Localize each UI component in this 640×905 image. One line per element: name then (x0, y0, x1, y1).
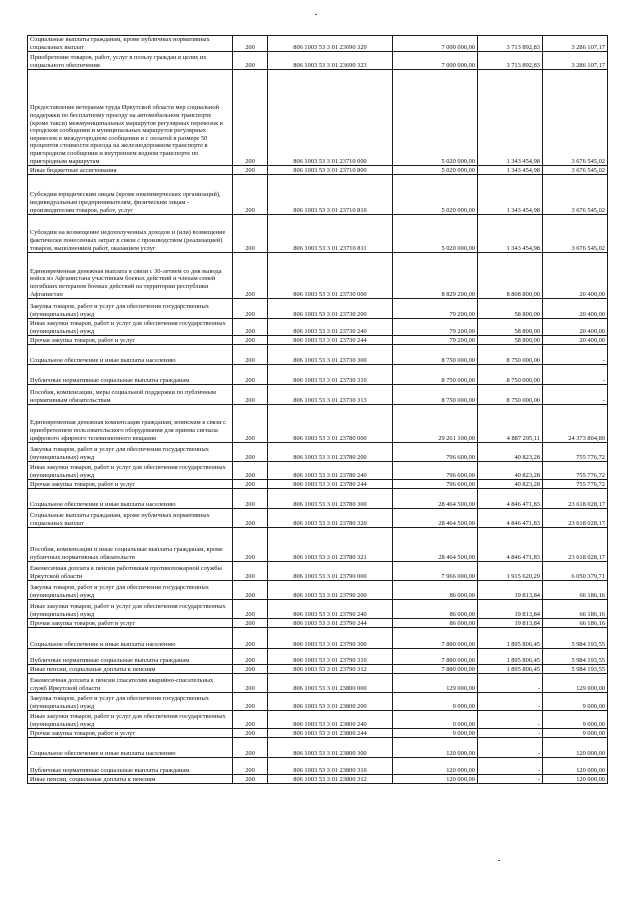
table-row (28, 619, 608, 628)
row-description: Закупка товаров, работ и услуг для обеспечения государственных (муниципальных) нужд (28, 693, 233, 711)
row-description: Ежемесячная доплата к пенсии работникам противопожарной службы Иркутской области (28, 562, 233, 581)
row-budget-code: 806 1003 53 3 01 23790 000 (268, 562, 393, 581)
row-remaining-amount: 66 186,16 (543, 581, 608, 600)
table-row (28, 253, 608, 299)
row-approved-amount: 7 880 000,00 (393, 628, 478, 649)
budget-execution-table (27, 35, 608, 784)
row-line-code: 200 (233, 581, 268, 600)
row-remaining-amount: 23 618 028,17 (543, 528, 608, 562)
row-line-code: 200 (233, 711, 268, 729)
row-budget-code: 806 1003 53 3 01 23800 244 (268, 729, 393, 738)
row-approved-amount: 28 464 500,00 (393, 528, 478, 562)
row-approved-amount: 7 000 000,00 (393, 36, 478, 52)
row-approved-amount: 9 000,00 (393, 729, 478, 738)
table-row (28, 581, 608, 600)
row-description: Закупка товаров, работ и услуг для обеспечения государственных (муниципальных) нужд (28, 299, 233, 319)
row-line-code: 200 (233, 619, 268, 628)
row-description: Приобретение товаров, работ, услуг в пользу граждан в целях их социального обеспечения (28, 52, 233, 70)
row-line-code: 200 (233, 600, 268, 619)
row-executed-amount: 40 823,28 (478, 462, 543, 480)
table-row (28, 166, 608, 175)
row-description: Иные закупки товаров, работ и услуг для обеспечения государственных (муниципальных) нужд (28, 319, 233, 336)
table-row (28, 674, 608, 693)
table-row (28, 365, 608, 385)
row-approved-amount: 8 750 000,00 (393, 345, 478, 365)
row-budget-code: 806 1003 53 3 01 23800 310 (268, 758, 393, 775)
table-row (28, 175, 608, 215)
row-remaining-amount: 5 984 193,55 (543, 649, 608, 665)
row-remaining-amount: 23 618 028,17 (543, 489, 608, 509)
row-executed-amount: - (478, 758, 543, 775)
row-remaining-amount: 20 400,00 (543, 319, 608, 336)
row-line-code: 200 (233, 336, 268, 345)
row-executed-amount: 8 750 000,00 (478, 385, 543, 405)
row-line-code: 200 (233, 489, 268, 509)
row-budget-code: 806 1003 53 3 01 23780 240 (268, 462, 393, 480)
row-executed-amount: - (478, 693, 543, 711)
row-line-code: 200 (233, 462, 268, 480)
row-remaining-amount: 120 000,00 (543, 758, 608, 775)
row-line-code: 200 (233, 175, 268, 215)
row-remaining-amount: 3 286 107,17 (543, 36, 608, 52)
row-description: Социальные выплаты гражданам, кроме публичных нормативных социальных выплат (28, 36, 233, 52)
row-executed-amount: 1 915 620,29 (478, 562, 543, 581)
row-line-code: 200 (233, 758, 268, 775)
row-executed-amount: 40 823,28 (478, 443, 543, 462)
table-row (28, 729, 608, 738)
row-executed-amount: 4 846 471,83 (478, 528, 543, 562)
row-line-code: 200 (233, 405, 268, 443)
row-budget-code: 806 1003 53 3 01 23710 811 (268, 215, 393, 253)
table-row (28, 52, 608, 70)
row-description: Единовременная денежная выплата в связи с 30-летием со дня вывода войск из Афганистана участникам боевых действий и членам семей погибших ветеранов боевых действий на территории республики Афганистан (28, 253, 233, 299)
table-row (28, 70, 608, 166)
row-remaining-amount: 5 984 193,55 (543, 665, 608, 674)
row-description: Прочая закупка товаров, работ и услуг (28, 619, 233, 628)
row-budget-code: 806 1003 53 3 01 23780 244 (268, 480, 393, 489)
row-remaining-amount: 120 000,00 (543, 738, 608, 758)
budget-document-page (27, 35, 607, 784)
row-approved-amount: 796 600,00 (393, 443, 478, 462)
row-line-code: 200 (233, 509, 268, 528)
row-executed-amount: 19 813,84 (478, 600, 543, 619)
table-row (28, 345, 608, 365)
row-remaining-amount: 20 400,00 (543, 299, 608, 319)
row-budget-code: 806 1003 53 3 01 23800 312 (268, 775, 393, 784)
row-description: Пособия, компенсации, меры социальной поддержки по публичным нормативным обязательствам (28, 385, 233, 405)
row-approved-amount: 7 000 000,00 (393, 52, 478, 70)
row-executed-amount: 19 813,84 (478, 581, 543, 600)
row-line-code: 200 (233, 649, 268, 665)
row-budget-code: 806 1003 53 3 01 23790 300 (268, 628, 393, 649)
row-remaining-amount: 20 400,00 (543, 336, 608, 345)
row-description: Ежемесячная доплата к пенсии спасателям аварийно-спасательных служб Иркутской области (28, 674, 233, 693)
row-budget-code: 806 1003 53 3 01 23690 320 (268, 36, 393, 52)
row-budget-code: 806 1003 53 3 01 23780 300 (268, 489, 393, 509)
row-executed-amount: - (478, 711, 543, 729)
row-approved-amount: 86 000,00 (393, 600, 478, 619)
row-approved-amount: 796 600,00 (393, 480, 478, 489)
row-description: Субсидии на возмещение недополученных доходов и (или) возмещение фактически понесенных затрат в связи с производством (реализацией) товаров, выполнением работ, оказанием услуг (28, 215, 233, 253)
row-line-code: 200 (233, 345, 268, 365)
row-line-code: 200 (233, 70, 268, 166)
row-line-code: 200 (233, 319, 268, 336)
row-approved-amount: 9 000,00 (393, 711, 478, 729)
row-approved-amount: 120 000,00 (393, 738, 478, 758)
table-row (28, 443, 608, 462)
row-description: Социальное обеспечение и иные выплаты населению (28, 738, 233, 758)
row-remaining-amount: 5 984 193,55 (543, 628, 608, 649)
row-description: Иные закупки товаров, работ и услуг для обеспечения государственных (муниципальных) нужд (28, 600, 233, 619)
row-budget-code: 806 1003 53 3 01 23790 312 (268, 665, 393, 674)
row-line-code: 200 (233, 674, 268, 693)
table-row (28, 711, 608, 729)
row-budget-code: 806 1003 53 3 01 23780 320 (268, 509, 393, 528)
row-remaining-amount: 9 000,00 (543, 729, 608, 738)
row-description: Единовременная денежная компенсация гражданам, воинским в связи с приобретением пользовательского оборудования для приема сигнала цифрового эфирного телевизионного вещания (28, 405, 233, 443)
row-executed-amount: 1 343 454,98 (478, 215, 543, 253)
row-executed-amount: 58 800,00 (478, 336, 543, 345)
row-approved-amount: 79 200,00 (393, 319, 478, 336)
table-row (28, 336, 608, 345)
row-budget-code: 806 1003 53 3 01 23780 321 (268, 528, 393, 562)
row-remaining-amount: 6 050 379,71 (543, 562, 608, 581)
row-approved-amount: 9 000,00 (393, 693, 478, 711)
row-budget-code: 806 1003 53 3 01 23730 300 (268, 345, 393, 365)
row-remaining-amount: - (543, 365, 608, 385)
row-budget-code: 806 1003 53 3 01 23730 240 (268, 319, 393, 336)
row-approved-amount: 120 000,00 (393, 758, 478, 775)
row-line-code: 200 (233, 36, 268, 52)
row-approved-amount: 79 200,00 (393, 336, 478, 345)
table-row (28, 528, 608, 562)
row-remaining-amount: 9 000,00 (543, 693, 608, 711)
table-row (28, 480, 608, 489)
row-budget-code: 806 1003 53 3 01 23710 000 (268, 70, 393, 166)
table-row (28, 738, 608, 758)
row-line-code: 200 (233, 365, 268, 385)
row-remaining-amount: 66 186,16 (543, 619, 608, 628)
row-description: Иные пенсии, социальные доплаты к пенсиям (28, 665, 233, 674)
row-executed-amount: 4 846 471,83 (478, 489, 543, 509)
row-remaining-amount: 3 676 545,02 (543, 215, 608, 253)
row-executed-amount: - (478, 738, 543, 758)
row-executed-amount: 3 713 892,83 (478, 36, 543, 52)
row-description: Предоставление ветеранам труда Иркутской области мер социальной поддержки по бесплатному проезду на автомобильном транспорте (кроме такси) межмуниципальных маршрутов регулярных перевозок в городском сообщении и муниципальных маршрутов регулярных перевозок в междугородном сообщении и с оплатой в размере 50 процентов стоимости проезда на железнодорожном транспорте в пригородном сообщении и внутреннем водном транспорте по пригородным маршрутам (28, 70, 233, 166)
row-executed-amount: - (478, 729, 543, 738)
row-executed-amount: 40 823,28 (478, 480, 543, 489)
table-row (28, 693, 608, 711)
row-remaining-amount: 24 373 804,89 (543, 405, 608, 443)
row-line-code: 200 (233, 253, 268, 299)
table-row (28, 319, 608, 336)
row-approved-amount: 796 600,00 (393, 462, 478, 480)
row-remaining-amount: - (543, 385, 608, 405)
row-remaining-amount: 9 000,00 (543, 711, 608, 729)
table-row (28, 562, 608, 581)
row-budget-code: 806 1003 53 3 01 23790 240 (268, 600, 393, 619)
row-description: Социальные выплаты гражданам, кроме публичных нормативных социальных выплат (28, 509, 233, 528)
row-budget-code: 806 1003 53 3 01 23710 810 (268, 175, 393, 215)
row-approved-amount: 5 020 000,00 (393, 70, 478, 166)
row-approved-amount: 129 000,00 (393, 674, 478, 693)
row-line-code: 200 (233, 738, 268, 758)
row-budget-code: 806 1003 53 3 01 23790 200 (268, 581, 393, 600)
row-line-code: 200 (233, 166, 268, 175)
table-row (28, 600, 608, 619)
row-budget-code: 806 1003 53 3 01 23730 000 (268, 253, 393, 299)
row-budget-code: 806 1003 53 3 01 23730 244 (268, 336, 393, 345)
budget-table-body (28, 36, 608, 784)
row-executed-amount: 1 343 454,98 (478, 166, 543, 175)
table-row (28, 489, 608, 509)
row-approved-amount: 79 200,00 (393, 299, 478, 319)
row-description: Субсидии юридическим лицам (кроме некоммерческих организаций), индивидуальным предпринимателям, физическим лицам - производителям товаров, работ, услуг (28, 175, 233, 215)
row-budget-code: 806 1003 53 3 01 23800 000 (268, 674, 393, 693)
row-approved-amount: 5 020 000,00 (393, 215, 478, 253)
row-description: Пособия, компенсации и иные социальные выплаты гражданам, кроме публичных нормативных обязательств (28, 528, 233, 562)
row-remaining-amount: 755 776,72 (543, 480, 608, 489)
row-budget-code: 806 1003 53 3 01 23800 300 (268, 738, 393, 758)
row-approved-amount: 28 464 500,00 (393, 489, 478, 509)
row-budget-code: 806 1003 53 3 01 23730 310 (268, 365, 393, 385)
row-description: Иные пенсии, социальные доплаты к пенсиям (28, 775, 233, 784)
row-line-code: 200 (233, 775, 268, 784)
row-approved-amount: 8 750 000,00 (393, 385, 478, 405)
row-approved-amount: 7 880 000,00 (393, 665, 478, 674)
row-executed-amount: 4 887 295,11 (478, 405, 543, 443)
table-row (28, 215, 608, 253)
row-approved-amount: 7 880 000,00 (393, 649, 478, 665)
row-executed-amount: 19 813,84 (478, 619, 543, 628)
row-remaining-amount: 129 000,00 (543, 674, 608, 693)
row-budget-code: 806 1003 53 3 01 23710 800 (268, 166, 393, 175)
row-remaining-amount: - (543, 345, 608, 365)
row-description: Закупка товаров, работ и услуг для обеспечения государственных (муниципальных) нужд (28, 443, 233, 462)
row-budget-code: 806 1003 53 3 01 23780 000 (268, 405, 393, 443)
table-row (28, 665, 608, 674)
row-description: Иные бюджетные ассигнования (28, 166, 233, 175)
row-executed-amount: 8 750 000,00 (478, 365, 543, 385)
row-description: Публичные нормативные социальные выплаты гражданам (28, 758, 233, 775)
row-budget-code: 806 1003 53 3 01 23780 200 (268, 443, 393, 462)
row-description: Иные закупки товаров, работ и услуг для обеспечения государственных (муниципальных) нужд (28, 711, 233, 729)
row-executed-amount: 4 846 471,83 (478, 509, 543, 528)
row-line-code: 200 (233, 729, 268, 738)
row-line-code: 200 (233, 299, 268, 319)
row-approved-amount: 86 000,00 (393, 581, 478, 600)
row-remaining-amount: 23 618 028,17 (543, 509, 608, 528)
table-row (28, 628, 608, 649)
row-description: Прочая закупка товаров, работ и услуг (28, 480, 233, 489)
row-executed-amount: 8 808 800,00 (478, 253, 543, 299)
row-budget-code: 806 1003 53 3 01 23800 200 (268, 693, 393, 711)
row-line-code: 200 (233, 385, 268, 405)
row-approved-amount: 7 966 000,00 (393, 562, 478, 581)
row-approved-amount: 29 261 100,00 (393, 405, 478, 443)
row-approved-amount: 120 000,00 (393, 775, 478, 784)
row-budget-code: 806 1003 53 3 01 23800 240 (268, 711, 393, 729)
row-budget-code: 806 1003 53 3 01 23730 200 (268, 299, 393, 319)
row-description: Публичные нормативные социальные выплаты гражданам (28, 365, 233, 385)
row-approved-amount: 8 750 000,00 (393, 365, 478, 385)
row-description: Социальное обеспечение и иные выплаты населению (28, 489, 233, 509)
row-description: Социальное обеспечение и иные выплаты населению (28, 345, 233, 365)
row-description: Закупка товаров, работ и услуг для обеспечения государственных (муниципальных) нужд (28, 581, 233, 600)
table-row (28, 462, 608, 480)
row-executed-amount: 1 895 806,45 (478, 665, 543, 674)
row-executed-amount: 58 800,00 (478, 299, 543, 319)
scan-speck (498, 860, 500, 861)
row-line-code: 200 (233, 52, 268, 70)
row-budget-code: 806 1003 53 3 01 23790 310 (268, 649, 393, 665)
row-line-code: 200 (233, 528, 268, 562)
row-approved-amount: 5 020 000,00 (393, 175, 478, 215)
row-executed-amount: 58 800,00 (478, 319, 543, 336)
row-executed-amount: - (478, 674, 543, 693)
table-row (28, 649, 608, 665)
row-approved-amount: 28 464 500,00 (393, 509, 478, 528)
row-remaining-amount: 755 776,72 (543, 443, 608, 462)
row-line-code: 200 (233, 443, 268, 462)
row-executed-amount: 1 343 454,98 (478, 70, 543, 166)
row-remaining-amount: 3 676 545,02 (543, 166, 608, 175)
row-remaining-amount: 120 000,00 (543, 775, 608, 784)
table-row (28, 509, 608, 528)
row-approved-amount: 86 000,00 (393, 619, 478, 628)
row-remaining-amount: 20 400,00 (543, 253, 608, 299)
row-approved-amount: 8 829 200,00 (393, 253, 478, 299)
row-budget-code: 806 1003 53 3 01 23690 323 (268, 52, 393, 70)
table-row (28, 36, 608, 52)
table-row (28, 299, 608, 319)
scan-speck (315, 14, 317, 15)
row-line-code: 200 (233, 562, 268, 581)
row-executed-amount: 3 713 892,83 (478, 52, 543, 70)
row-remaining-amount: 755 776,72 (543, 462, 608, 480)
row-description: Публичные нормативные социальные выплаты гражданам (28, 649, 233, 665)
row-line-code: 200 (233, 480, 268, 489)
row-remaining-amount: 3 286 107,17 (543, 52, 608, 70)
row-description: Иные закупки товаров, работ и услуг для обеспечения государственных (муниципальных) нужд (28, 462, 233, 480)
row-executed-amount: 1 895 806,45 (478, 628, 543, 649)
row-line-code: 200 (233, 628, 268, 649)
row-line-code: 200 (233, 693, 268, 711)
row-line-code: 200 (233, 215, 268, 253)
table-row (28, 385, 608, 405)
row-executed-amount: 1 343 454,98 (478, 175, 543, 215)
row-remaining-amount: 3 676 545,02 (543, 175, 608, 215)
row-budget-code: 806 1003 53 3 01 23790 244 (268, 619, 393, 628)
row-executed-amount: 1 895 806,45 (478, 649, 543, 665)
table-row (28, 775, 608, 784)
row-description: Прочая закупка товаров, работ и услуг (28, 336, 233, 345)
row-line-code: 200 (233, 665, 268, 674)
row-remaining-amount: 66 186,16 (543, 600, 608, 619)
row-executed-amount: 8 750 000,00 (478, 345, 543, 365)
row-executed-amount: - (478, 775, 543, 784)
row-budget-code: 806 1003 53 3 01 23730 313 (268, 385, 393, 405)
row-description: Прочая закупка товаров, работ и услуг (28, 729, 233, 738)
table-row (28, 405, 608, 443)
row-approved-amount: 5 020 000,00 (393, 166, 478, 175)
table-row (28, 758, 608, 775)
row-remaining-amount: 3 676 545,02 (543, 70, 608, 166)
row-description: Социальное обеспечение и иные выплаты населению (28, 628, 233, 649)
